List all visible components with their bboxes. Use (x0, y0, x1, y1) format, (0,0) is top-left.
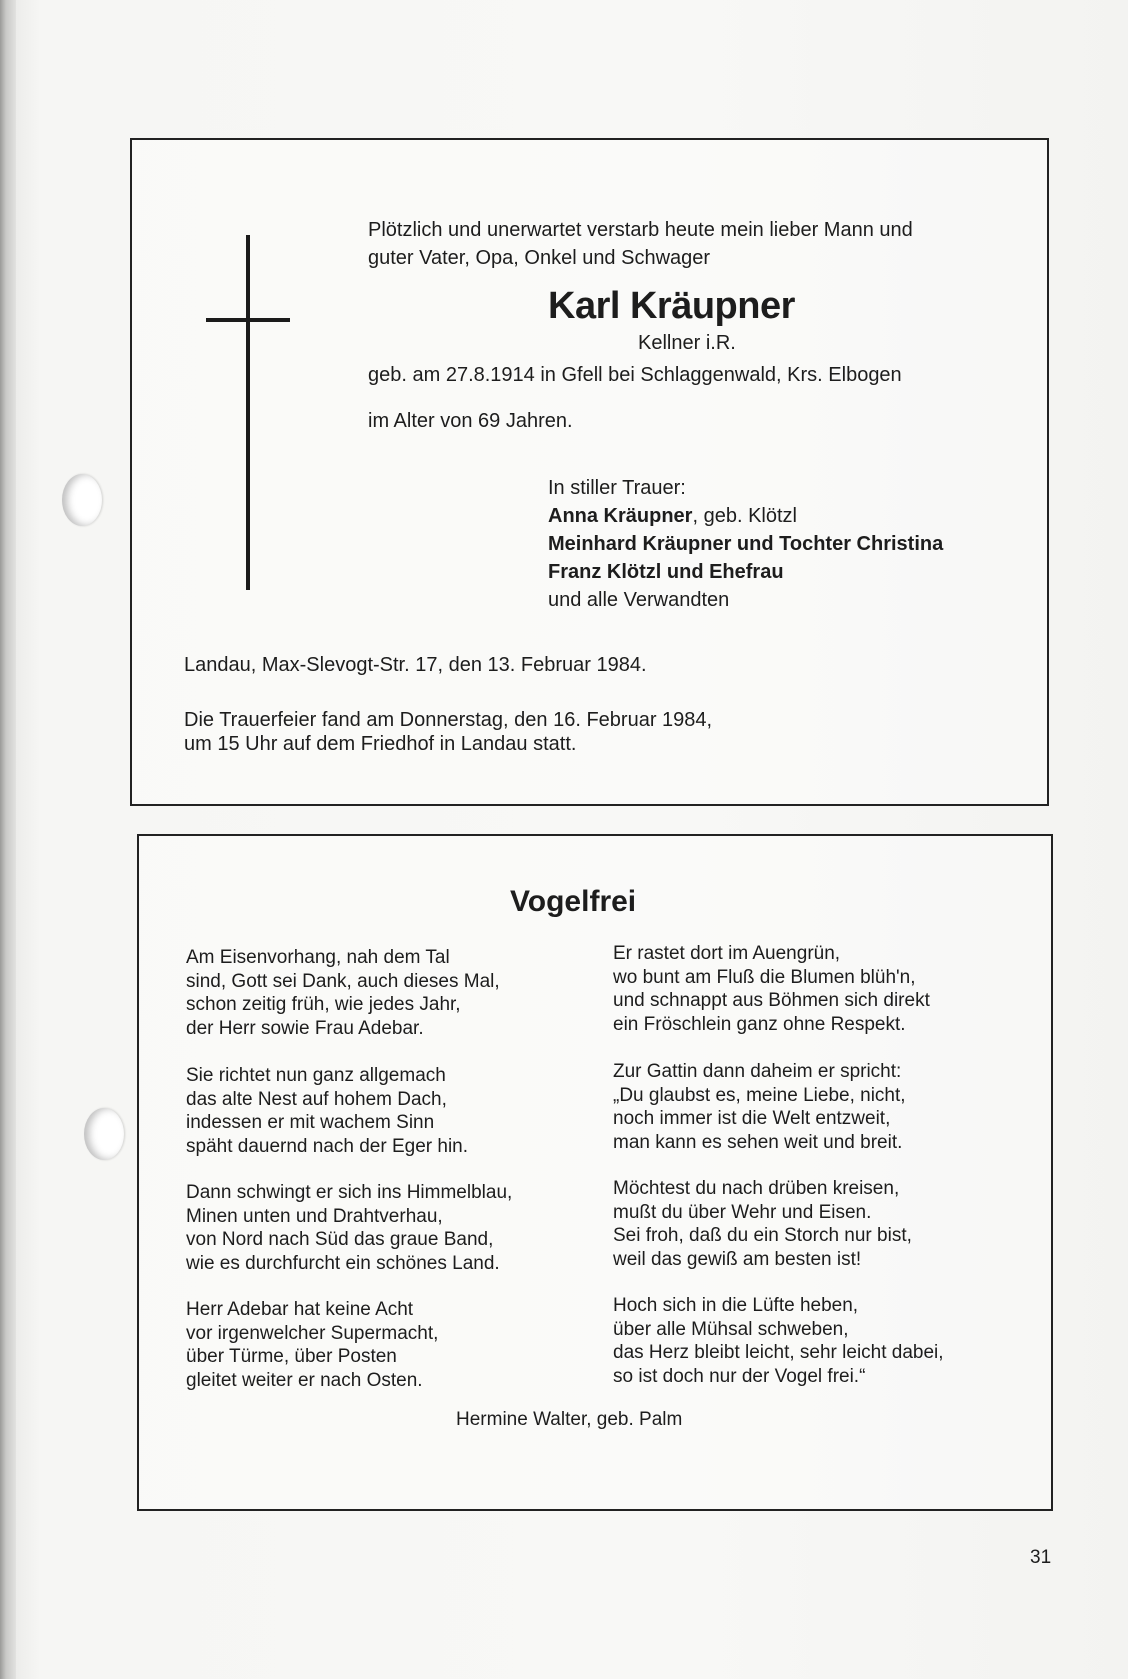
poem-line: Minen unten und Drahtverhau, (186, 1205, 443, 1227)
poem-line: „Du glaubst es, meine Liebe, nicht, (613, 1084, 906, 1106)
poem-line: Sie richtet nun ganz allgemach (186, 1065, 446, 1086)
poem-line: der Herr sowie Frau Adebar. (186, 1017, 424, 1039)
poem-line: mußt du über Wehr und Eisen. (613, 1201, 872, 1223)
poem-line: wie es durchfurcht ein schönes Land. (186, 1252, 500, 1274)
poem-stanza (613, 1060, 906, 1154)
page-number: 31 (1030, 1547, 1052, 1568)
poem-line: das Herz bleibt leicht, sehr leicht dabei, (613, 1342, 944, 1363)
poem-line: Herr Adebar hat keine Acht (186, 1299, 414, 1320)
poem-line: Dann schwingt er sich ins Himmelblau, (186, 1182, 513, 1203)
poem-line: das alte Nest auf hohem Dach, (186, 1088, 447, 1110)
poem-stanza (186, 1181, 512, 1275)
mourner-line: Meinhard Kräupner und Tochter Christina (548, 533, 944, 555)
cross-icon (246, 235, 250, 590)
punch-hole (84, 1108, 124, 1160)
mourners-block (548, 474, 943, 614)
poem-line: und schnappt aus Böhmen sich direkt (613, 990, 930, 1011)
notice-intro-line: guter Vater, Opa, Onkel und Schwager (368, 247, 711, 269)
poem-line: späht dauernd nach der Eger hin. (186, 1135, 469, 1157)
poem-line: noch immer ist die Welt entzweit, (613, 1108, 891, 1129)
age-at-death: im Alter von 69 Jahren. (368, 410, 573, 432)
poem-line: sind, Gott sei Dank, auch dieses Mal, (186, 970, 500, 992)
binding-spine (0, 0, 16, 1679)
poem-line: weil das gewiß am besten ist! (613, 1248, 862, 1270)
poem-line: Sei froh, daß du ein Storch nur bist, (613, 1225, 912, 1246)
poem-stanza (613, 1294, 944, 1388)
poem-stanza (613, 942, 930, 1036)
poem-line: schon zeitig früh, wie jedes Jahr, (186, 994, 461, 1015)
poem-line: Am Eisenvorhang, nah dem Tal (186, 947, 450, 968)
poem-stanza (186, 946, 500, 1040)
birth-details: geb. am 27.8.1914 in Gfell bei Schlaggenwald, Krs. Elbogen (368, 364, 902, 386)
place-and-date: Landau, Max-Slevogt-Str. 17, den 13. Februar 1984. (184, 654, 647, 676)
funeral-line: um 15 Uhr auf dem Friedhof in Landau statt. (184, 733, 577, 755)
deceased-occupation: Kellner i.R. (638, 332, 736, 354)
poem-author: Hermine Walter, geb. Palm (456, 1409, 683, 1430)
mourner-line: und alle Verwandten (548, 589, 730, 611)
poem-line: man kann es sehen weit und breit. (613, 1131, 903, 1153)
notice-intro (368, 216, 913, 272)
mourners-heading: In stiller Trauer: (548, 477, 686, 499)
poem-line: indessen er mit wachem Sinn (186, 1112, 435, 1133)
poem-line: wo bunt am Fluß die Blumen blüh'n, (613, 966, 916, 988)
funeral-line: Die Trauerfeier fand am Donnerstag, den 16. Februar 1984, (184, 709, 713, 731)
poem-title: Vogelfrei (510, 885, 637, 918)
poem-stanza (613, 1177, 912, 1271)
poem-line: über Türme, über Posten (186, 1346, 397, 1367)
mourner-maiden-name: , geb. Klötzl (692, 505, 797, 527)
cross-icon-bar (206, 318, 290, 322)
poem-line: Hoch sich in die Lüfte heben, (613, 1295, 859, 1316)
funeral-info (184, 708, 712, 756)
poem-line: Möchtest du nach drüben kreisen, (613, 1178, 900, 1199)
poem-line: Zur Gattin dann daheim er spricht: (613, 1061, 902, 1082)
punch-hole (62, 474, 102, 526)
poem-stanza (186, 1064, 468, 1158)
poem-line: gleitet weiter er nach Osten. (186, 1369, 423, 1391)
notice-intro-line: Plötzlich und unerwartet verstarb heute mein lieber Mann und (368, 219, 913, 241)
poem-line: ein Fröschlein ganz ohne Respekt. (613, 1013, 906, 1035)
deceased-name: Karl Kräupner (548, 285, 795, 327)
poem-line: über alle Mühsal schweben, (613, 1318, 849, 1340)
mourner-name: Anna Kräupner (548, 505, 693, 527)
poem-line: so ist doch nur der Vogel frei.“ (613, 1365, 866, 1387)
mourner-line (548, 502, 943, 530)
poem-stanza (186, 1298, 438, 1392)
mourner-line: Franz Klötzl und Ehefrau (548, 561, 784, 583)
poem-line: Er rastet dort im Auengrün, (613, 943, 841, 964)
poem-line: von Nord nach Süd das graue Band, (186, 1229, 494, 1250)
poem-line: vor irgenwelcher Supermacht, (186, 1322, 439, 1344)
